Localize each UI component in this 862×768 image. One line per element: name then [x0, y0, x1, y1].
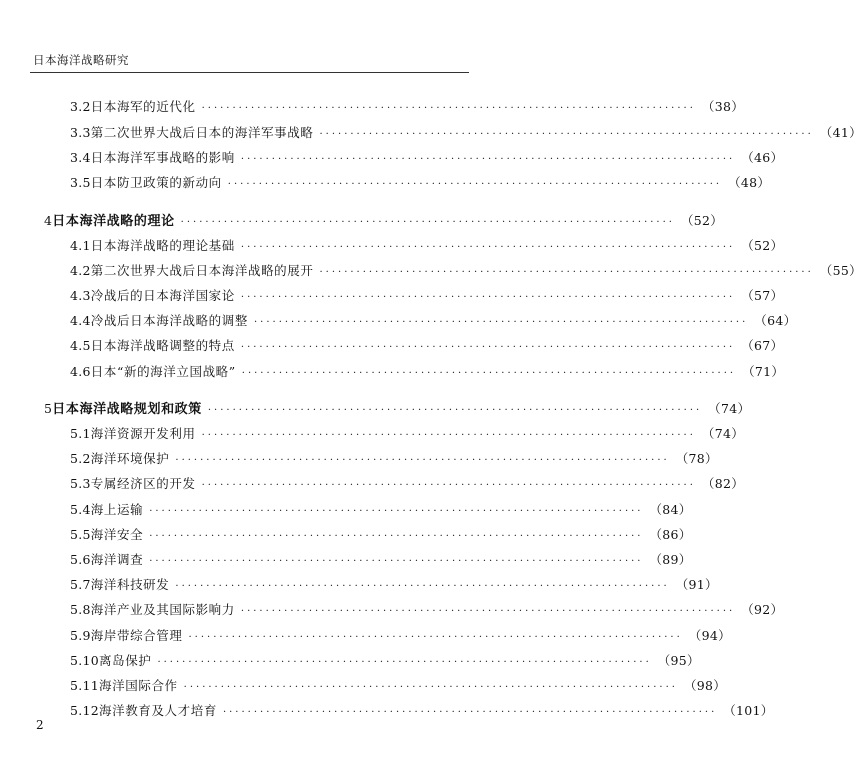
toc-entry-page: （38）: [701, 99, 744, 114]
toc-entry-title: 海洋资源开发利用: [90, 426, 196, 441]
toc-entry-number: 5.8: [70, 602, 91, 617]
dot-leader: ················································································: [175, 455, 670, 466]
dot-leader: ················································································: [183, 682, 678, 693]
toc-entry-title: 日本海洋战略的理论基础: [90, 238, 235, 253]
toc-entry-title: 海洋教育及人才培育: [99, 703, 217, 718]
toc-entry-title: 日本海洋战略调整的特点: [90, 338, 235, 353]
toc-section-entry: [70, 550, 692, 568]
toc-section-entry: [70, 123, 862, 141]
toc-entry-page: （52）: [741, 238, 784, 253]
dot-leader: ················································································: [188, 632, 683, 643]
toc-entry-title: 第二次世界大战后日本的海洋军事战略: [90, 125, 314, 140]
toc-entry-page: （78）: [675, 451, 718, 466]
dot-leader: ················································································: [149, 531, 644, 542]
toc-section-entry: [70, 362, 785, 380]
toc-section-entry: [70, 676, 727, 694]
dot-leader: ················································································: [180, 217, 675, 228]
toc-entry-title: 日本海洋军事战略的影响: [90, 150, 235, 165]
toc-entry-title: 海洋安全: [90, 527, 144, 542]
toc-entry-title: 第二次世界大战后日本海洋战略的展开: [90, 263, 314, 278]
toc-entry-number: 4.2: [70, 263, 91, 278]
toc-entry-number: 5.12: [70, 703, 100, 718]
dot-leader: ················································································: [222, 707, 718, 718]
toc-entry-number: 3.2: [70, 99, 91, 114]
toc-entry-title: 海洋科技研发: [90, 577, 170, 592]
toc-section-entry: [70, 474, 744, 492]
running-head: 日本海洋战略研究: [33, 53, 129, 67]
toc-entry-page: （67）: [741, 338, 784, 353]
dot-leader: ················································································: [149, 506, 644, 517]
toc-section-entry: [70, 424, 744, 442]
toc-entry-page: （92）: [741, 602, 784, 617]
dot-leader: ················································································: [175, 581, 670, 592]
toc-section-entry: [70, 651, 700, 669]
toc-entry-page: （46）: [741, 150, 784, 165]
toc-entry-title: 日本海洋战略规划和政策: [52, 402, 202, 417]
dot-leader: ················································································: [240, 154, 736, 165]
toc-entry-title: 日本海洋战略的理论: [52, 214, 175, 229]
toc-entry-number: 5.1: [70, 426, 91, 441]
toc-section-entry: [70, 701, 774, 719]
toc-section-entry: [70, 575, 718, 593]
toc-entry-number: 4.5: [70, 338, 91, 353]
dot-leader: ················································································: [207, 405, 703, 416]
toc-entry-page: （48）: [728, 175, 771, 190]
dot-leader: ················································································: [227, 179, 723, 190]
toc-entry-page: （52）: [680, 213, 724, 228]
toc-entry-title: 海洋环境保护: [90, 451, 170, 466]
toc-entry-page: （82）: [701, 476, 744, 491]
toc-entry-number: 5.3: [70, 476, 91, 491]
toc-entry-page: （74）: [708, 401, 751, 416]
toc-entry-title: 离岛保护: [99, 653, 152, 668]
toc-chapter-entry: [44, 398, 751, 417]
toc-entry-title: 海洋国际合作: [99, 678, 178, 693]
toc-entry-number: 5.5: [70, 527, 91, 542]
toc-section-entry: [70, 626, 731, 644]
toc-entry-number: 5.2: [70, 451, 91, 466]
toc-entry-number: 5.10: [70, 653, 100, 668]
toc-entry-title: 日本海军的近代化: [90, 99, 196, 114]
toc-section-entry: [70, 148, 784, 166]
toc-entry-page: （101）: [723, 703, 774, 718]
toc-entry-number: 5.7: [70, 577, 91, 592]
toc-section-entry: [70, 97, 744, 115]
toc-entry-number: 5: [44, 401, 53, 416]
toc-entry-number: 3.4: [70, 150, 91, 165]
toc-entry-page: （64）: [754, 313, 797, 328]
dot-leader: ················································································: [240, 292, 736, 303]
toc-entry-page: （41）: [819, 125, 862, 140]
dot-leader: ················································································: [319, 267, 814, 278]
toc-entry-number: 3.3: [70, 125, 91, 140]
toc-entry-number: 4.6: [70, 364, 91, 379]
toc-section-entry: [70, 600, 784, 618]
toc-section-entry: [70, 311, 797, 329]
toc-entry-title: 冷战后的日本海洋国家论: [90, 288, 235, 303]
toc-entry-number: 5.9: [70, 628, 91, 643]
toc-entry-page: （84）: [649, 502, 692, 517]
toc-section-entry: [70, 173, 771, 191]
dot-leader: ················································································: [240, 242, 736, 253]
toc-section-entry: [70, 449, 718, 467]
dot-leader: ················································································: [201, 480, 696, 491]
dot-leader: ················································································: [240, 606, 736, 617]
header-rule: [30, 72, 469, 73]
toc-section-entry: [70, 500, 692, 518]
toc-entry-number: 3.5: [70, 175, 91, 190]
dot-leader: ················································································: [240, 342, 736, 353]
toc-entry-title: 日本“新的海洋立国战略”: [90, 364, 236, 379]
dot-leader: ················································································: [149, 556, 644, 567]
toc-entry-page: （74）: [701, 426, 744, 441]
dot-leader: ················································································: [201, 430, 696, 441]
page-number: 2: [36, 718, 44, 732]
dot-leader: ················································································: [253, 317, 749, 328]
toc-section-entry: [70, 286, 784, 304]
toc-entry-title: 冷战后日本海洋战略的调整: [90, 313, 248, 328]
toc-entry-title: 专属经济区的开发: [90, 476, 196, 491]
toc-entry-page: （94）: [688, 628, 731, 643]
toc-entry-number: 5.6: [70, 552, 91, 567]
toc-entry-number: 4: [44, 213, 53, 228]
toc-entry-number: 4.1: [70, 238, 91, 253]
toc-entry-page: （86）: [649, 527, 692, 542]
toc-entry-title: 海洋调查: [90, 552, 144, 567]
toc-entry-page: （71）: [742, 364, 785, 379]
toc-entry-title: 日本防卫政策的新动向: [90, 175, 222, 190]
toc-entry-number: 5.4: [70, 502, 91, 517]
toc-entry-title: 海岸带综合管理: [90, 628, 183, 643]
toc-section-entry: [70, 236, 784, 254]
toc-entry-page: （95）: [657, 653, 700, 668]
toc-entry-page: （89）: [649, 552, 692, 567]
toc-entry-number: 4.4: [70, 313, 91, 328]
toc-entry-title: 海洋产业及其国际影响力: [90, 602, 235, 617]
toc-entry-number: 4.3: [70, 288, 91, 303]
toc-section-entry: [70, 525, 692, 543]
dot-leader: ················································································: [241, 368, 737, 379]
toc-section-entry: [70, 261, 862, 279]
toc-entry-page: （57）: [741, 288, 784, 303]
toc-entry-title: 海上运输: [90, 502, 144, 517]
toc-section-entry: [70, 336, 784, 354]
toc-entry-number: 5.11: [70, 678, 100, 693]
toc-chapter-entry: [44, 210, 724, 229]
dot-leader: ················································································: [157, 657, 652, 668]
toc-entry-page: （98）: [683, 678, 727, 693]
toc-entry-page: （55）: [819, 263, 862, 278]
dot-leader: ················································································: [319, 129, 814, 140]
dot-leader: ················································································: [201, 103, 696, 114]
toc-entry-page: （91）: [675, 577, 718, 592]
